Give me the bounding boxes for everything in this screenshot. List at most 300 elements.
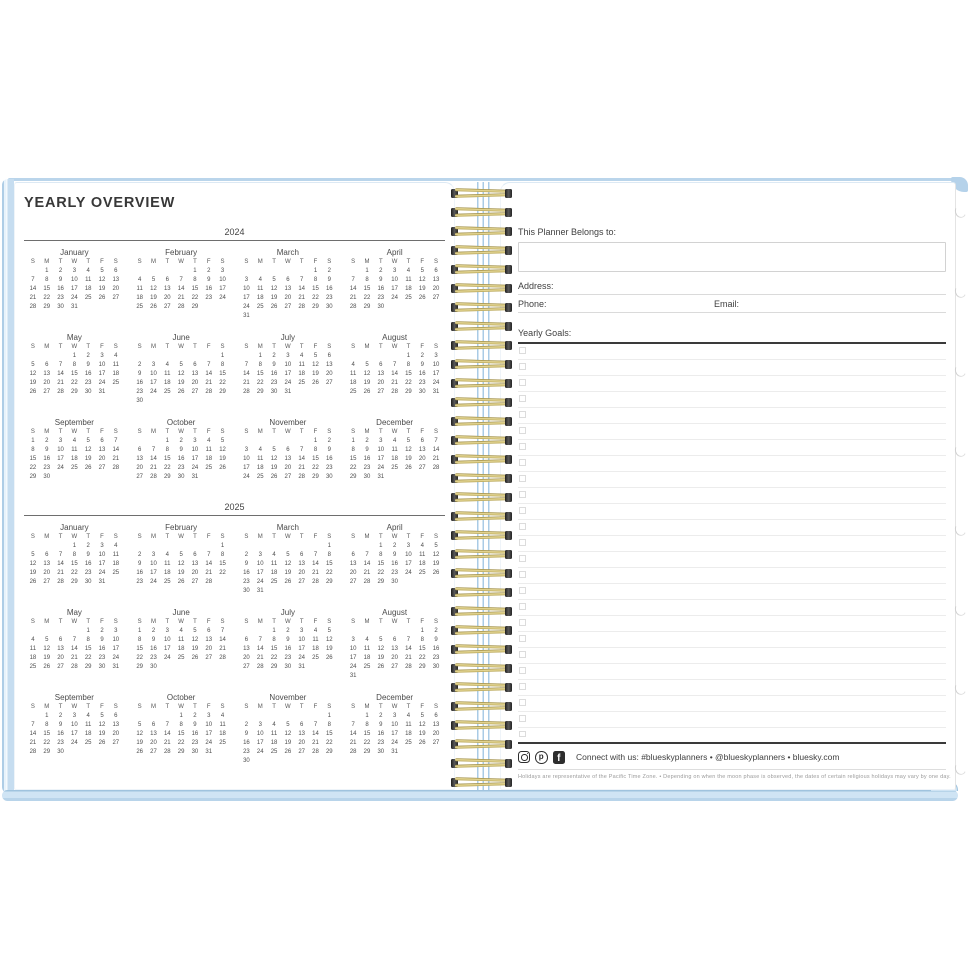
day-cell: 18 <box>136 295 144 301</box>
day-cell: 30 <box>177 474 185 480</box>
day-cell: 12 <box>325 637 333 643</box>
coil-icon <box>451 644 512 654</box>
day-cell: 19 <box>177 570 185 576</box>
day-cell: 31 <box>191 474 199 480</box>
coil-part <box>455 611 508 616</box>
day-cell: 21 <box>391 380 398 386</box>
day-cell: 22 <box>363 295 371 301</box>
day-cell: 1 <box>179 713 183 719</box>
day-cell: 3 <box>244 277 249 283</box>
coil-part <box>455 245 508 250</box>
weekday-header: T <box>193 429 197 435</box>
day-cell: 19 <box>219 456 226 462</box>
page-curl <box>953 601 967 617</box>
day-cell: 24 <box>219 295 226 301</box>
coil-part <box>455 188 508 193</box>
day-cell: 6 <box>58 637 63 643</box>
day-cell: 18 <box>298 371 306 377</box>
day-cell: 3 <box>244 447 249 453</box>
day-cell: 6 <box>244 637 249 643</box>
day-cell: 27 <box>163 304 171 310</box>
day-cell: 12 <box>219 447 226 453</box>
day-cell: 20 <box>43 570 51 576</box>
day-cell: 30 <box>150 664 157 670</box>
day-cell: 11 <box>312 637 319 643</box>
weekday-header: S <box>220 429 225 435</box>
weekday-header: S <box>220 704 225 710</box>
month-december-2024 <box>344 418 445 482</box>
weekday-header: S <box>113 259 118 265</box>
empty-day-cell <box>133 267 147 276</box>
day-cell: 23 <box>84 570 92 576</box>
day-cell: 7 <box>392 362 397 368</box>
day-cell: 20 <box>298 740 306 746</box>
day-cell: 6 <box>100 438 104 444</box>
coil-part <box>505 626 512 635</box>
day-cell: 22 <box>219 570 226 576</box>
goal-checkbox <box>519 443 526 450</box>
day-cell: 28 <box>312 749 319 755</box>
day-cell: 18 <box>270 740 278 746</box>
day-cell: 29 <box>377 579 385 585</box>
goal-row <box>518 504 946 520</box>
weekday-header: T <box>193 259 197 265</box>
coil-part <box>455 378 508 383</box>
coil-icon <box>451 739 512 749</box>
day-cell: 29 <box>325 749 333 755</box>
day-cell: 30 <box>84 389 92 395</box>
month-name: February <box>165 523 198 532</box>
facebook-icon: f <box>553 751 566 764</box>
weekday-header: F <box>420 704 425 710</box>
goal-row <box>518 472 946 488</box>
weekday-header: F <box>100 429 104 435</box>
day-cell: 29 <box>363 749 371 755</box>
day-cell: 18 <box>84 286 92 292</box>
day-cell: 26 <box>377 664 385 670</box>
day-cell: 4 <box>86 713 90 719</box>
weekday-header: F <box>100 344 104 350</box>
day-cell: 30 <box>243 758 250 764</box>
day-cell: 23 <box>284 655 292 661</box>
day-cell: 25 <box>29 664 37 670</box>
day-cell: 12 <box>432 552 440 558</box>
day-cell: 20 <box>284 295 292 301</box>
day-cell: 1 <box>45 713 49 719</box>
day-cell: 17 <box>405 561 412 567</box>
day-cell: 31 <box>243 313 250 319</box>
weekday-header: T <box>86 704 91 710</box>
day-cell: 5 <box>272 447 276 453</box>
day-cell: 5 <box>100 268 104 274</box>
day-cell: 7 <box>351 722 355 728</box>
day-cell: 10 <box>284 362 292 368</box>
month-july-2025 <box>238 608 339 681</box>
day-cell: 16 <box>191 731 199 737</box>
year-label: 2025 <box>24 502 445 516</box>
coil-part <box>505 455 512 464</box>
day-cell: 28 <box>391 389 398 395</box>
day-cell: 19 <box>270 465 278 471</box>
month-name: December <box>376 693 414 702</box>
day-cell: 30 <box>363 474 371 480</box>
day-cell: 15 <box>312 456 319 462</box>
day-cell: 29 <box>256 389 264 395</box>
empty-day-cell <box>267 437 281 446</box>
weekday-header: M <box>44 534 50 540</box>
weekday-header: W <box>285 619 291 625</box>
empty-day-cell <box>360 542 374 551</box>
goal-row <box>518 648 946 664</box>
pinterest-icon: p <box>535 751 548 764</box>
day-cell: 12 <box>150 286 157 292</box>
day-cell: 17 <box>377 456 385 462</box>
day-cell: 13 <box>298 731 306 737</box>
day-cell: 4 <box>258 277 262 283</box>
day-cell: 27 <box>43 389 51 395</box>
day-cell: 24 <box>377 465 385 471</box>
day-cell: 2 <box>58 713 63 719</box>
coil-part <box>505 341 512 350</box>
goal-checkbox <box>519 363 526 370</box>
empty-day-cell <box>346 267 360 276</box>
day-cell: 22 <box>325 570 333 576</box>
day-cell: 26 <box>43 664 51 670</box>
day-cell: 4 <box>220 713 225 719</box>
day-cell: 16 <box>57 286 64 292</box>
day-cell: 17 <box>71 286 78 292</box>
day-cell: 5 <box>379 637 383 643</box>
day-cell: 21 <box>71 655 78 661</box>
coil-part <box>455 573 508 578</box>
day-cell: 15 <box>270 646 278 652</box>
day-cell: 14 <box>349 731 357 737</box>
goal-row <box>518 632 946 648</box>
day-cell: 19 <box>363 380 371 386</box>
day-cell: 20 <box>112 731 120 737</box>
empty-day-cell <box>346 712 360 721</box>
day-cell: 13 <box>432 722 440 728</box>
weekday-header: S <box>351 429 356 435</box>
weekday-header: M <box>364 704 370 710</box>
day-cell: 10 <box>405 552 412 558</box>
day-cell: 12 <box>43 646 51 652</box>
day-cell: 28 <box>71 664 78 670</box>
day-cell: 9 <box>151 637 156 643</box>
day-cell: 10 <box>243 286 250 292</box>
day-cell: 11 <box>419 552 426 558</box>
day-cell: 23 <box>418 380 426 386</box>
weekday-header: T <box>406 344 411 350</box>
weekday-header: W <box>178 534 184 540</box>
weekday-header: W <box>285 534 291 540</box>
address-label: Address: <box>518 281 554 291</box>
day-cell: 26 <box>98 740 106 746</box>
day-cell: 20 <box>205 646 213 652</box>
page-title: YEARLY OVERVIEW <box>24 195 176 211</box>
day-grid <box>346 533 443 587</box>
empty-day-cell <box>160 267 174 276</box>
day-cell: 19 <box>312 371 319 377</box>
empty-day-cell <box>133 712 147 721</box>
weekday-header: T <box>378 429 383 435</box>
day-grid <box>240 618 337 672</box>
day-cell: 13 <box>298 561 306 567</box>
coil-part <box>455 288 508 293</box>
coil-icon <box>451 511 512 521</box>
month-name: December <box>376 418 414 427</box>
weekday-header: T <box>299 704 304 710</box>
years <box>24 227 445 766</box>
weekday-header: M <box>257 344 263 350</box>
day-cell: 20 <box>191 380 199 386</box>
coil-part <box>505 759 512 768</box>
day-cell: 24 <box>391 295 398 301</box>
weekday-header: F <box>100 259 104 265</box>
empty-day-cell <box>388 627 402 636</box>
day-cell: 27 <box>136 474 144 480</box>
day-cell: 5 <box>420 713 424 719</box>
day-cell: 30 <box>43 474 51 480</box>
day-cell: 22 <box>349 465 357 471</box>
day-cell: 29 <box>363 304 371 310</box>
day-cell: 21 <box>349 295 357 301</box>
day-cell: 27 <box>191 579 199 585</box>
weekday-header: F <box>420 534 425 540</box>
coil-part <box>455 511 508 516</box>
day-cell: 5 <box>327 628 331 634</box>
day-cell: 6 <box>420 438 424 444</box>
day-cell: 27 <box>205 655 213 661</box>
day-cell: 10 <box>163 637 171 643</box>
empty-day-cell <box>240 352 254 361</box>
weekday-header: M <box>150 534 156 540</box>
day-cell: 19 <box>418 286 426 292</box>
day-cell: 14 <box>405 646 412 652</box>
day-cell: 17 <box>349 655 357 661</box>
day-cell: 27 <box>418 465 426 471</box>
day-cell: 8 <box>165 447 169 453</box>
day-cell: 14 <box>298 456 306 462</box>
day-cell: 3 <box>286 353 290 359</box>
day-cell: 12 <box>284 731 292 737</box>
page-curl <box>953 681 967 697</box>
day-cell: 12 <box>270 456 278 462</box>
empty-day-cell <box>253 437 267 446</box>
day-cell: 24 <box>391 740 398 746</box>
weekday-header: T <box>165 704 170 710</box>
day-cell: 27 <box>349 579 357 585</box>
day-cell: 8 <box>86 637 90 643</box>
weekday-header: T <box>272 429 276 435</box>
weekday-header: S <box>434 619 439 625</box>
day-cell: 28 <box>163 749 171 755</box>
day-cell: 6 <box>165 277 169 283</box>
weekday-header: M <box>364 344 370 350</box>
goal-checkbox <box>519 651 526 658</box>
day-cell: 12 <box>418 277 426 283</box>
day-cell: 4 <box>406 268 411 274</box>
coil-part <box>455 283 508 288</box>
day-cell: 6 <box>286 447 290 453</box>
day-cell: 1 <box>313 268 318 274</box>
coil-part <box>505 664 512 673</box>
coil-part <box>505 322 512 331</box>
day-cell: 14 <box>391 371 398 377</box>
day-cell: 24 <box>205 740 213 746</box>
empty-day-cell <box>253 627 267 636</box>
day-cell: 29 <box>71 579 78 585</box>
months-grid <box>24 523 445 766</box>
empty-day-cell <box>147 542 161 551</box>
day-cell: 19 <box>377 655 385 661</box>
day-cell: 1 <box>406 353 411 359</box>
day-grid <box>346 258 443 312</box>
coil-part <box>505 436 512 445</box>
month-may-2024 <box>24 333 125 406</box>
day-cell: 20 <box>163 295 171 301</box>
day-cell: 17 <box>71 731 78 737</box>
goal-checkbox <box>519 395 526 402</box>
weekday-header: S <box>434 704 439 710</box>
goal-row <box>518 536 946 552</box>
day-grid <box>26 258 123 312</box>
empty-day-cell <box>267 267 281 276</box>
day-cell: 26 <box>98 295 106 301</box>
day-cell: 9 <box>327 277 331 283</box>
day-cell: 19 <box>270 295 278 301</box>
day-cell: 6 <box>434 268 438 274</box>
day-cell: 1 <box>193 268 197 274</box>
month-february-2024 <box>131 248 232 321</box>
day-cell: 25 <box>136 304 144 310</box>
coil-part <box>455 459 508 464</box>
empty-day-cell <box>240 267 254 276</box>
coil-part <box>455 250 508 255</box>
day-cell: 26 <box>177 579 185 585</box>
day-cell: 3 <box>406 543 411 549</box>
day-cell: 17 <box>98 371 106 377</box>
page-curl <box>953 442 967 458</box>
day-cell: 5 <box>220 438 225 444</box>
day-cell: 30 <box>243 588 250 594</box>
day-cell: 26 <box>418 295 426 301</box>
belongs-label: This Planner Belongs to: <box>518 227 617 237</box>
day-cell: 13 <box>163 286 171 292</box>
month-name: March <box>276 523 299 532</box>
day-cell: 16 <box>325 456 333 462</box>
day-cell: 23 <box>432 655 440 661</box>
goal-row <box>518 712 946 728</box>
weekday-header: W <box>178 259 184 265</box>
weekday-header: S <box>113 619 118 625</box>
day-cell: 19 <box>325 646 333 652</box>
weekday-header: F <box>100 619 104 625</box>
weekday-header: S <box>327 344 332 350</box>
day-cell: 8 <box>365 277 369 283</box>
weekday-header: S <box>244 429 249 435</box>
day-cell: 4 <box>365 637 369 643</box>
day-cell: 1 <box>220 353 225 359</box>
weekday-header: M <box>44 429 50 435</box>
day-cell: 29 <box>418 664 426 670</box>
weekday-header: F <box>206 704 211 710</box>
weekday-header: S <box>434 534 439 540</box>
month-march-2024 <box>238 248 339 321</box>
day-grid <box>133 618 230 672</box>
day-cell: 1 <box>258 353 262 359</box>
day-cell: 4 <box>207 438 211 444</box>
coil-part <box>455 492 508 497</box>
coil-part <box>455 359 508 364</box>
day-cell: 9 <box>272 362 276 368</box>
coil-icon <box>451 435 512 445</box>
coil-part <box>455 264 508 269</box>
weekday-header: W <box>178 619 184 625</box>
day-cell: 21 <box>312 740 319 746</box>
coil-part <box>505 398 512 407</box>
day-cell: 17 <box>219 286 226 292</box>
day-cell: 3 <box>114 628 118 634</box>
coil-part <box>455 744 508 749</box>
day-cell: 17 <box>150 380 157 386</box>
weekday-header: F <box>313 704 318 710</box>
day-cell: 30 <box>57 749 64 755</box>
month-april-2024 <box>344 248 445 321</box>
day-cell: 28 <box>219 655 226 661</box>
day-cell: 3 <box>100 543 104 549</box>
day-cell: 23 <box>325 295 333 301</box>
empty-day-cell <box>281 437 295 446</box>
weekday-header: W <box>71 704 78 710</box>
day-cell: 21 <box>405 655 412 661</box>
coil-part <box>455 326 508 331</box>
coil-part <box>455 530 508 535</box>
goal-row <box>518 520 946 536</box>
day-cell: 19 <box>418 731 426 737</box>
month-name: September <box>54 418 94 427</box>
name-entry-box <box>518 242 946 272</box>
day-cell: 16 <box>391 561 398 567</box>
year-label: 2024 <box>24 227 445 241</box>
day-cell: 24 <box>150 579 157 585</box>
day-cell: 18 <box>418 561 426 567</box>
weekday-header: S <box>113 344 118 350</box>
day-cell: 20 <box>57 655 64 661</box>
day-cell: 15 <box>136 646 144 652</box>
day-cell: 30 <box>325 474 333 480</box>
coil-part <box>455 473 508 478</box>
weekday-header: T <box>406 429 411 435</box>
day-cell: 9 <box>86 552 90 558</box>
day-cell: 23 <box>325 465 333 471</box>
day-cell: 23 <box>270 380 278 386</box>
day-cell: 23 <box>98 655 106 661</box>
goal-row <box>518 680 946 696</box>
day-cell: 7 <box>114 438 118 444</box>
day-cell: 25 <box>270 579 278 585</box>
coil-part <box>455 535 508 540</box>
weekday-header: T <box>406 534 411 540</box>
coil-icon <box>451 720 512 730</box>
day-cell: 22 <box>377 570 385 576</box>
day-cell: 17 <box>284 371 292 377</box>
empty-day-cell <box>54 627 68 636</box>
day-cell: 28 <box>243 389 250 395</box>
day-cell: 11 <box>270 561 278 567</box>
coil-part <box>505 550 512 559</box>
day-cell: 20 <box>298 570 306 576</box>
